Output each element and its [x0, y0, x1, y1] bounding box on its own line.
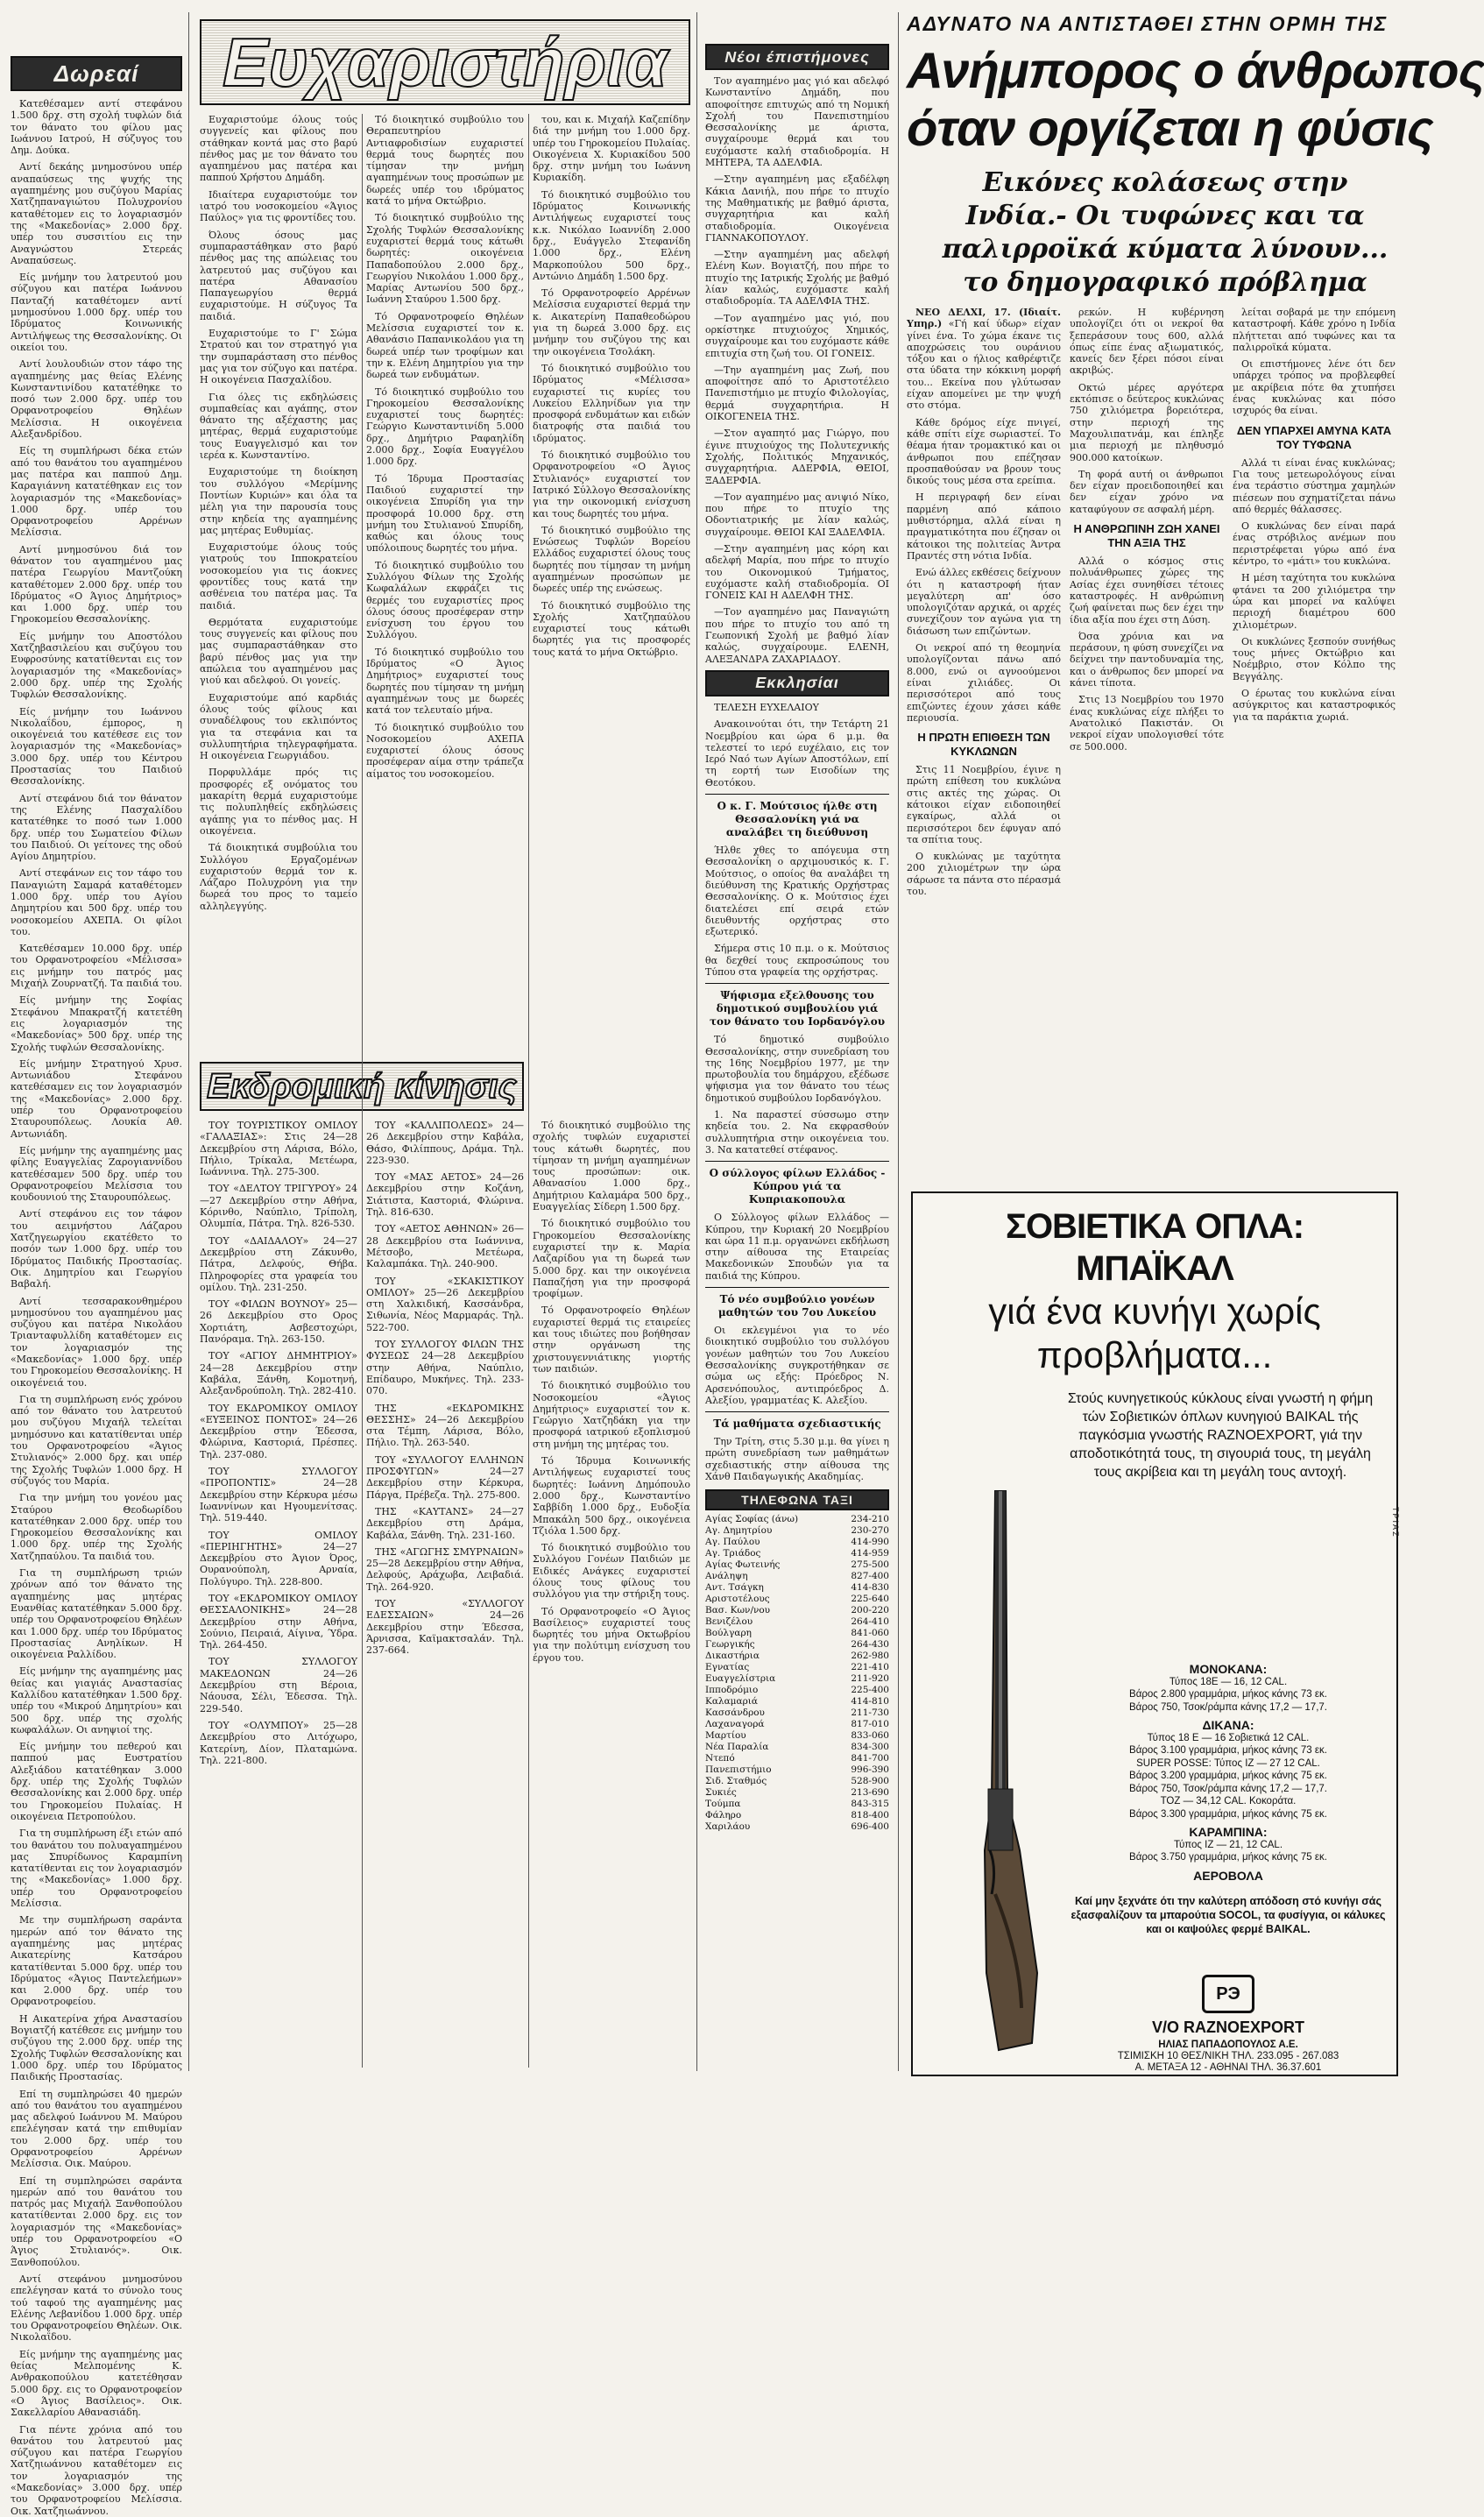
taxi-stand-phone: 211-920 [851, 1673, 889, 1685]
column-thanks-4 [533, 1120, 690, 2066]
taxi-stand-name: Λαχαναγορά [705, 1719, 765, 1730]
taxi-stand-name: Εγνατίας [705, 1662, 750, 1673]
taxi-stand-name: Βούλγαρη [705, 1628, 752, 1639]
taxi-row [705, 1753, 889, 1764]
taxi-row [705, 1821, 889, 1833]
taxi-stand-name: Αγ. Δημητρίου [705, 1525, 773, 1537]
taxi-stand-phone: 275-500 [851, 1559, 889, 1571]
taxi-stand-name: Κασσάνδρου [705, 1707, 765, 1719]
column-excursions-2 [366, 1120, 524, 2066]
feature-kicker: ΑΔΥΝΑΤΟ ΝΑ ΑΝΤΙΣΤΑΘΕΙ ΣΤΗΝ ΟΡΜΗ ΤΗΣ [907, 12, 1389, 35]
feature-text-2: ρεκών. Η κυβέρνηση υπολογίζει ότι οι νεκροί θα ξεπεράσουν τους 600, αλλά όπως είπε ένας αξιωματικός, κανείς δεν ξέρει πόσοι είναι ακριβώς. Οκτώ μέρες αργότερα εκτόπισε ο δεύτερος κυκλώνας 750 χιλιόμετρα βορειότερα, στην περιοχή της Μαχουλιπατνάμ, και έπληξε μια περιοχή με πληθυσμό 900.000 κατοίκων. Τη φορά αυτή οι άνθρωποι δεν είχαν προειδοποιηθεί και δεν είχαν χρόνο να καταφύγουν σε ασφαλή μέρη. [1070, 307, 1224, 515]
ad-body: Στούς κυνηγετικούς κύκλους είναι γνωστή η φήμη τών Σοβιετικών όπλων κυνηγιού BAIKAL τής παγκόσμια γνωστής RAZNOEXPORT, γιά την αποδοτικότητά τους, τη σιγουριά τους, τη μεγάλη τους ακρίβεια και τη μεγάλη τους αντοχή. [1067, 1391, 1374, 1480]
taxi-row [705, 1559, 889, 1571]
excursions-header: Εκδρομική κίνησις [200, 1062, 524, 1111]
church-subhead-5: Ο σύλλογος φίλων Ελλάδος - Κύπρου γιά τα Κυπριακοπουλα [709, 1167, 886, 1206]
taxi-row [705, 1605, 889, 1616]
ad-dealer-thessaloniki: ΤΣΙΜΙΣΚΗ 10 ΘΕΣ/ΝΙΚΗ ΤΗΛ. 233.095 - 267.083 [1117, 2051, 1339, 2061]
taxi-stand-phone: 213-690 [851, 1787, 889, 1799]
column-thanks-3 [533, 114, 690, 1060]
taxi-stand-phone: 414-810 [851, 1696, 889, 1707]
ad-dealer [1071, 2040, 1386, 2074]
excursions-text-1: ΤΟΥ ΤΟΥΡΙΣΤΙΚΟΥ ΟΜΙΛΟΥ «ΓΑΛΑΞΙΑΣ»: Στις 24—28 Δεκεμβρίου στη Λάρισα, Βόλο, Πήλιο, Τρίκαλα, Μετέωρα, Ιωάννινα. Τηλ. 275-300. ΤΟΥ «ΔΕΛΤΟΥ ΤΡΙΓΥΡΟΥ» 24—27 Δεκεμβρίου στην Αθήνα, Κόρινθο, Ναύπλιο, Τρίπολη, Ολυμπία, Πάτρα. Τηλ. 826-530. ΤΟΥ «ΔΑΙΔΑΛΟΥ» 24—27 Δεκεμβρίου στη Ζάκυνθο, Πάτρα, Δελφούς, Θήβα. Πληροφορίες στα γραφεία του ομίλου. Τηλ. 231-250. ΤΟΥ «ΦΙΛΩΝ ΒΟΥΝΟΥ» 25—26 Δεκεμβρίου στο Ορος Χορτιάτη, Ασβεστοχώρι, Πανόραμα. Τηλ. 263-150. ΤΟΥ «ΑΓΙΟΥ ΔΗΜΗΤΡΙΟΥ» 24—28 Δεκεμβρίου στην Καβάλα, Ξάνθη, Κομοτηνή, Αλεξανδρούπολη. Τηλ. 282-410. ΤΟΥ ΕΚΔΡΟΜΙΚΟΥ ΟΜΙΛΟΥ «ΕΥΞΕΙΝΟΣ ΠΟΝΤΟΣ» 24—26 Δεκεμβρίου στην Έδεσσα, Φλώρινα, Καστοριά, Πρέσπες. Τηλ. 237-080. ΤΟΥ ΣΥΛΛΟΓΟΥ «ΠΡΟΠΟΝΤΙΣ» 24—28 Δεκεμβρίου στην Κέρκυρα μέσω Ιωαννίνων και Ηγουμενίτσας. Τηλ. 519-440. ΤΟΥ ΟΜΙΛΟΥ «ΠΕΡΙΗΓΗΤΗΣ» 24—27 Δεκεμβρίου στο Άγιον Όρος, Ουρανούπολη, Αρναία, Πολύγυρο. Τηλ. 228-800. ΤΟΥ «ΕΚΔΡΟΜΙΚΟΥ ΟΜΙΛΟΥ ΘΕΣΣΑΛΟΝΙΚΗΣ» 24—28 Δεκεμβρίου στην Αθήνα, Σούνιο, Πειραιά, Αίγινα, Ύδρα. Τηλ. 264-450. ΤΟΥ ΣΥΛΛΟΓΟΥ ΜΑΚΕΔΟΝΩΝ 24—26 Δεκεμβρίου στη Βέροια, Νάουσα, Σέλι, Έδεσσα. Τηλ. 229-540. ΤΟΥ «ΟΛΥΜΠΟΥ» 25—28 Δεκεμβρίου στο Λιτόχωρο, Κατερίνη, Δίον, Πλαταμώνα. Τηλ. 221-800. [200, 1120, 357, 1766]
ad-title: ΣΟΒΙΕΤΙΚΑ ΟΠΛΑ: ΜΠΑΪΚΑΛ [1005, 1207, 1304, 1288]
taxi-stand-phone: 262-980 [851, 1651, 889, 1662]
taxi-stand-phone: 221-410 [851, 1662, 889, 1673]
taxi-stand-name: Αριστοτέλους [705, 1594, 770, 1605]
raznoexport-logo: РЭ [1202, 1975, 1254, 2013]
taxi-stand-name: Πανεπιστήμιο [705, 1764, 772, 1776]
taxi-stand-phone: 833-060 [851, 1730, 889, 1742]
taxi-stand-name: Ντεπό [705, 1753, 735, 1764]
taxi-stand-phone: 843-315 [851, 1799, 889, 1810]
feature-dateline: ΝΕΟ ΔΕΛΧΙ, 17. (Ιδιαίτ. Υπηρ.) [907, 307, 1061, 330]
taxi-stand-name: Καλαμαριά [705, 1696, 758, 1707]
taxi-stand-name: Τούμπα [705, 1799, 741, 1810]
church-text-2: Τό δημοτικό συμβούλιο Θεσσαλονίκης, στην συνεδρίαση του της 16ης Νοεμβρίου 1977, με την πρωτοβουλία του δημάρχου, εξέδωσε ψήφισμα για τον θάνατο του τέως δημοτικού συμβούλου Ιορδανόγλου. 1. Να παραστεί σύσσωμο στην κηδεία του. 2. Να εκφρασθούν συλλυπητήρια στην οικογένεια του. 3. Να κατατεθεί στέφανος. [705, 1034, 889, 1156]
ad-cat-2-text: Τύπος 18 Ε — 16 Σοβιετικά 12 CAL. [1147, 1732, 1310, 1743]
young-scientists-text: Τον αγαπημένο μας γιό και αδελφό Κωνσταντίνο Δημάδη, που αποφοίτησε επιτυχώς από τη Νομική Σχολή του Πανεπιστημίου Θεσσαλονίκης με άριστα, συγχαίρουμε θερμά και του ευχόμαστε καλή σταδιοδρομία. Η ΜΗΤΕΡΑ, ΤΑ ΑΔΕΛΦΙΑ. —Στην αγαπημένη μας εξαδέλφη Κάκια Δανιήλ, που πήρε το πτυχίο της Μαθηματικής με βαθμό άριστα, συγχαρητήρια και καλή σταδιοδρομία. Οικογένεια ΓΙΑΝΝΑΚΟΠΟΥΛΟΥ. —Στην αγαπημένη μας αδελφή Ελένη Κων. Βογιατζή, που πήρε το πτυχίο της Ιατρικής Σχολής με βαθμό λίαν καλώς, ευχόμαστε καλή σταδιοδρομία. ΤΑ ΑΔΕΛΦΙΑ ΤΗΣ. —Τον αγαπημένο μας γιό, που ορκίστηκε πτυχιούχος Χημικός, συγχαίρουμε και του ευχόμαστε κάθε επιτυχία στη ζωή του. ΟΙ ΓΟΝΕΙΣ. —Την αγαπημένη μας Ζωή, που αποφοίτησε από το Αριστοτέλειο Πανεπιστήμιο με πτυχίο Φιλολογίας, θερμά συγχαρητήρια. Η ΟΙΚΟΓΕΝΕΙΑ ΤΗΣ. —Στον αγαπητό μας Γιώργο, που έγινε πτυχιούχος της Πολυτεχνικής Σχολής, Πολιτικός Μηχανικός, συγχαρητήρια. ΑΔΕΡΦΙΑ, ΘΕΙΟΙ, ΞΑΔΕΡΦΙΑ. —Τον αγαπημένο μας ανιψιό Νίκο, που πήρε το πτυχίο της Οδοντιατρικής με λίαν καλώς, συγχαίρουμε. ΘΕΙΟΙ ΚΑΙ ΞΑΔΕΛΦΙΑ. —Στην αγαπημένη μας κόρη και αδελφή Μαρία, που πήρε το πτυχίο του Οικονομικού Τμήματος, ευχόμαστε καλή σταδιοδρομία. ΟΙ ΓΟΝΕΙΣ ΚΑΙ Η ΑΔΕΛΦΗ ΤΗΣ. —Τον αγαπημένο μας Παναγιώτη που πήρε το πτυχίο του από τη Γεωπονική Σχολή με βαθμό λίαν καλώς, συγχαίρουμε. ΕΛΕΝΗ, ΑΛΕΞΑΝΔΡΑ ΖΑΧΑΡΙΑΔΟΥ. [705, 75, 890, 665]
taxi-stand-name: Αγ. Τριάδος [705, 1548, 761, 1559]
thanks-text-2: Τό διοικητικό συμβούλιο του Θεραπευτηρίου Αντιαφροδισίων ευχαριστεί θερμά τους δωρητές που τίμησαν την μνήμη αγαπημένων τους προσώπων με δωρεές υπέρ του ιδρύματος κατά το μήνα Οκτώβριο. Τό διοικητικό συμβούλιο της Σχολής Τυφλών Θεσσαλονίκης ευχαριστεί θερμά τους κάτωθι δωρητές: οικογένεια Παπαδοπούλου 2.000 δρχ., Γεωργίου Νικολάου 1.000 δρχ., Μαρίας Αντωνίου 500 δρχ., Ιωάννη Σταύρου 1.500 δρχ. Τό Ορφανοτροφείο Θηλέων Μελίσσια ευχαριστεί τον κ. Αθανάσιο Παπανικολάου για τη δωρεά υπέρ των τροφίμων και την κ. Ελένη Δημητρίου για την δωρεά των ενδυμάτων. Τό διοικητικό συμβούλιο του Γηροκομείου Θεσσαλονίκης ευχαριστεί τους δωρητές: Γεώργιο Κωνσταντινίδη 5.000 δρχ., Δημήτριο Ραφαηλίδη 2.000 δρχ., Σοφία Ευαγγέλου 1.000 δρχ. Τό Ίδρυμα Προστασίας Παιδιού ευχαριστεί την οικογένεια Σπυρίδη για την προσφορά 10.000 δρχ. στη μνήμη του Στυλιανού Σπυρίδη, καθώς και όλους τους υπόλοιπους δωρητές του μήνα. Τό διοικητικό συμβούλιο του Συλλόγου Φίλων της Σχολής Κωφαλάλων εκφράζει τις θερμές του ευχαριστίες προς όλους όσους προσέφεραν στην ενίσχυση του έργου του Συλλόγου. Τό διοικητικό συμβούλιο του Ιδρύματος «Ο Άγιος Δημήτριος» ευχαριστεί τους δωρητές που τίμησαν τη μνήμη αγαπημένων τους με δωρεές κατά τον τελευταίο μήνα. Τό διοικητικό συμβούλιο του Νοσοκομείου ΑΧΕΠΑ ευχαριστεί όλους όσους προσέφεραν αίμα στην τράπεζα αίματος του νοσοκομείου. [366, 114, 524, 780]
church-subhead-3: Τό νέο συμβούλιο γονέων μαθητών του 7ου Λυκείου [717, 1293, 877, 1319]
taxi-stand-name: Ευαγγελίστρια [705, 1673, 776, 1685]
feature-column-2 [1070, 307, 1224, 1183]
taxi-stand-name: Μαρτίου [705, 1730, 746, 1742]
taxi-row [705, 1776, 889, 1787]
taxi-stand-phone: 414-830 [851, 1582, 889, 1594]
taxi-row [705, 1787, 889, 1799]
taxi-stand-name: Αγ. Παύλου [705, 1537, 760, 1548]
taxi-stand-phone: 264-410 [851, 1616, 889, 1628]
church-text-3: Οι εκλεγμένοι για το νέο διοικητικό συμβούλιο του συλλόγου γονέων μαθητών του 7ου Λυκείου Θεσσαλονίκης συγκροτήθηκαν σε σώμα ως εξής: Πρόεδρος Ν. Αρσενόπουλος, αντιπρόεδρος Δ. Αλεξίου, γραμματέας Κ. Αλεξίου. [705, 1325, 889, 1406]
taxi-stand-name: Συκιές [705, 1787, 737, 1799]
church-text-1: Ήλθε χθες το απόγευμα στη Θεσσαλονίκη ο αρχιμουσικός κ. Γ. Μούτσιος, ο οποίος θα αναλάβει τη διεύθυνση της Κρατικής Ορχήστρας Θεσσαλονίκης. Ο κ. Μούτσιος έχει διατελέσει επί σειρά ετών διευθυντής ορχήστρας στο εξωτερικό. Σήμερα στις 10 π.μ. ο κ. Μούτσιος θα δεχθεί τους εκπροσώπους του Τύπου στα γραφεία της ορχήστρας. [705, 845, 889, 978]
taxi-row [705, 1616, 889, 1628]
excursions-text-2: ΤΟΥ «ΚΑΛΛΙΠΟΛΕΩΣ» 24—26 Δεκεμβρίου στην Καβάλα, Θάσο, Φιλίππους, Δράμα. Τηλ. 223-930. ΤΟΥ «ΜΑΣ ΑΕΤΟΣ» 24—26 Δεκεμβρίου στην Κοζάνη, Σιάτιστα, Καστοριά, Φλώρινα. Τηλ. 816-630. ΤΟΥ «ΑΕΤΟΣ ΑΘΗΝΩΝ» 26—28 Δεκεμβρίου στα Ιωάννινα, Μέτσοβο, Μετέωρα, Καλαμπάκα. Τηλ. 240-900. ΤΟΥ «ΣΚΑΚΙΣΤΙΚΟΥ ΟΜΙΛΟΥ» 25—26 Δεκεμβρίου στη Χαλκιδική, Κασσάνδρα, Σιθωνία, Νέος Μαρμαράς. Τηλ. 522-700. ΤΟΥ ΣΥΛΛΟΓΟΥ ΦΙΛΩΝ ΤΗΣ ΦΥΣΕΩΣ 24—28 Δεκεμβρίου στην Αθήνα, Ναύπλιο, Επίδαυρο, Μυκήνες. Τηλ. 233-070. ΤΗΣ «ΕΚΔΡΟΜΙΚΗΣ ΘΕΣΣΗΣ» 24—26 Δεκεμβρίου στα Τέμπη, Λάρισα, Βόλο, Πήλιο. Τηλ. 263-540. ΤΟΥ «ΣΥΛΛΟΓΟΥ ΕΛΛΗΝΩΝ ΠΡΟΣΦΥΓΩΝ» 24—27 Δεκεμβρίου στην Κέρκυρα, Πάργα, Πρέβεζα. Τηλ. 275-800. ΤΗΣ «ΚΑΥΤΑΝΣ» 24—27 Δεκεμβρίου στη Δράμα, Καβάλα, Ξάνθη. Τηλ. 231-160. ΤΗΣ «ΑΓΩΓΗΣ ΣΜΥΡΝΑΙΩΝ» 25—28 Δεκεμβρίου στην Αθήνα, Δελφούς, Αράχωβα, Λειβαδιά. Τηλ. 264-920. ΤΟΥ «ΣΥΛΛΟΓΟΥ ΕΔΕΣΣΑΙΩΝ» 24—26 Δεκεμβρίου στην Έδεσσα, Άρνισσα, Καϊμακτσαλάν. Τηλ. 237-664. [366, 1120, 524, 1657]
taxi-row [705, 1571, 889, 1582]
young-scientists-header: Νέοι έπιστήμονες [705, 44, 889, 70]
taxi-row [705, 1537, 889, 1548]
taxi-stand-phone: 414-990 [851, 1537, 889, 1548]
taxi-header: ΤΗΛΕΦΩΝΑ ΤΑΞΙ [705, 1489, 889, 1510]
churches-header: Εκκλησίαι [705, 670, 889, 696]
church-subhead-2: Ψήφισμα εξελθουσης του δημοτικού συμβουλίου γιά τον θάνατο του Ιορδανόγλου [709, 989, 886, 1029]
thanks-header: Ευχαριστήρια [200, 19, 690, 105]
ad-subtitle: γιά ένα κυνήγι χωρίς προβλήματα... [988, 1290, 1321, 1375]
taxi-stand-phone: 818-400 [851, 1810, 889, 1821]
donations-header: Δωρεαί [11, 56, 182, 91]
taxi-row [705, 1742, 889, 1753]
church-subhead-1: Ο κ. Γ. Μούτσιος ήλθε στη Θεσσαλονίκη γιά να αναλάβει τη διεύθυνση [717, 800, 878, 839]
feature-subhead-1: ΔΕΝ ΥΠΑΡΧΕΙ ΑΜΥΝΑ ΚΑΤΑ ΤΟΥ ΤΥΦΩΝΑ [1236, 423, 1392, 451]
taxi-phone-list [705, 1514, 889, 1833]
ad-cat-1: ΜΟΝΟΚΑΝΑ: [1189, 1662, 1268, 1676]
thanks-text-3: του, και κ. Μιχαήλ Καζεπίδην διά την μνήμη του 1.000 δρχ. υπέρ του Γηροκομείου Πυλαίας. Οικογένεια Χ. Κυριακίδου 500 δρχ. στην μνήμη του Ιωάννη Κυριακίδη. Τό διοικητικό συμβούλιο του Ιδρύματος Κοινωνικής Αντιλήψεως ευχαριστεί τους κ.κ. Νικόλαο Ιωαννίδη 2.000 δρχ., Ευάγγελο Στεφανίδη 1.000 δρχ., Ελένη Μαρκοπούλου 500 δρχ., Αντώνιο Δημάδη 1.500 δρχ. Τό Ορφανοτροφείο Αρρένων Μελίσσια ευχαριστεί θερμά την κ. Αικατερίνη Παπαθεοδώρου για τη δωρεά 3.000 δρχ. εις μνήμην του συζύγου της και την οικογένεια Τσολάκη. Τό διοικητικό συμβούλιο του Ιδρύματος «Μέλισσα» ευχαριστεί τις κυρίες του Λυκείου Ελληνίδων για την προσφορά ενδυμάτων και ειδών διατροφής στα παιδιά του ιδρύματος. Τό διοικητικό συμβούλιο του Ορφανοτροφείου «Ο Άγιος Στυλιανός» ευχαριστεί τον Ιατρικό Σύλλογο Θεσσαλονίκης για την οικονομική ενίσχυση και τους δωρητές του μήνα. Τό διοικητικό συμβούλιο της Ενώσεως Τυφλών Βορείου Ελλάδος ευχαριστεί όλους τους δωρητές που τίμησαν τη μνήμη αγαπημένων προσώπων με δωρεές υπέρ της ενώσεως. Τό διοικητικό συμβούλιο της Σχολής Χατζηπαύλου ευχαριστεί τους κάτωθι δωρητές για τις προσφορές τους κατά το μήνα Οκτώβριο. [533, 114, 690, 658]
taxi-stand-phone: 841-060 [851, 1628, 889, 1639]
taxi-stand-name: Ιπποδρόμιο [705, 1685, 759, 1696]
feature-subhead-2: Η ΑΝΘΡΩΠΙΝΗ ΖΩΗ ΧΑΝΕΙ ΤΗΝ ΑΞΙΑ ΤΗΣ [1073, 522, 1220, 550]
taxi-row [705, 1651, 889, 1662]
ad-cat-1-text: Τύπος 18Ε — 16, 12 CAL. [1169, 1676, 1288, 1687]
donations-text: Κατεθέσαμεν αντί στεφάνου 1.500 δρχ. στη σχολή τυφλών διά τον θάνατο του φίλου μας Ιωάννου Ιατρού, Η σύζυγος του Δημ. Δούκα. Αντί δεκάης μνημοσύνου υπέρ αναπαύσεως της ψυχής της αγαπημένης μου συζύγου Μαρίας Χατζηπαναγιώτου Πολυχρονίου καταθέτομεν εις το λογαριασμόν της «Μακεδονίας» 2.000 δρχ. υπέρ του συσσιτίου εις την Αναγνώστου Στερεάς Αναπαύσεως. Είς μνήμην του λατρευτού μου σύζυγου και πατέρα Ιωάννου Πανταζή καταθέτομεν αντί μνημοσύνου 1.000 δρχ. υπέρ του Ιδρύματος Κοινωνικής Αντιλήψεως της Θεσσαλονίκης. Οι οικείοι του. Αντί λουλουδιών στον τάφο της αγαπημένης μας θείας Ελένης Κωνσταντινίδου κατατέθηκε το ποσό των 2.000 δρχ. υπέρ του Ορφανοτροφείου Θηλέων Μελίσσια. Η οικογένεια Αλεξανδρίδου. Είς τη συμπλήρωσι δέκα ετών από του θανάτου του αγαπημένου μας πατέρα και παππού Δημ. Καραγιάννη κατατέθηκαν εις τον λογαριασμόν της «Μακεδονίας» 1.000 δρχ. υπέρ του Ορφανοτροφείου Αρρένων Μελίσσια. Αντί μνημοσύνου διά τον θάνατον του αγαπημένου μας πατέρα Γεωργίου Μαντζούκη καταθέτομεν 2.000 δρχ. υπέρ του Ιδρύματος «Ο Άγιος Δημήτριος» και 1.000 δρχ. υπέρ του Γηροκομείου Θεσσαλονίκης. Είς μνήμην του Αποστόλου Χατζηβασιλείου και συζύγου του Ευφροσύνης κατατίθενται εις τον λογαριασμόν της «Μακεδονίας» 2.000 δρχ. υπέρ της Σχολής Τυφλών Θεσσαλονίκης. Είς μνήμην του Ιωάννου Νικολαΐδου, έμπορος, η οικογένειά του κατέθεσε εις τον λογαριασμόν της «Μακεδονίας» 3.000 δρχ. υπέρ του Κέντρου Προστασίας του Παιδιού Θεσσαλονίκης. Αντί στεφάνου διά τον θάνατον της Ελένης Πασχαλίδου κατατέθηκε το ποσό των 1.000 δρχ. υπέρ του Σωματείου Φίλων του Παιδιού. Οι γείτονες της οδού Αγίου Δημητρίου. Αντί στεφάνων εις τον τάφο του Παναγιώτη Σαμαρά καταθέτομεν 1.000 δρχ. υπέρ του Αγίου Δημητρίου και 500 δρχ. υπέρ του νοσοκομείου ΑΧΕΠΑ. Οι φίλοι του. Κατεθέσαμεν 10.000 δρχ. υπέρ του Ορφανοτροφείου «Μέλισσα» εις μνήμην του πατρός μας Μιχαήλ Ζουρνατζή. Τα παιδιά του. Είς μνήμην της Σοφίας Στεφάνου Μπακρατζή κατετέθη εις λογαριασμόν της «Μακεδονίας» 500 δρχ. υπέρ της Σχολής τυφλών Θεσσαλονίκης. Είς μνήμην Στρατηγού Χρυσ. Αντωνιάδου Στεφάνου κατεθέσαμεν εις τον λογαριασμόν της «Μακεδονίας» 2.000 δρχ. υπέρ του Ορφανοτροφείου Σταυρουπόλεως. Λουκία Αθ. Αντωνιάδη. Είς μνήμην της αγαπημένης μας φίλης Ευαγγελίας Ζαρογιαννίδου κατεθέσαμεν 500 δρχ. υπέρ του Ορφανοτροφείου Μελίσσια του κουδουνιού της Σταυρουπόλεως. Αντί στεφάνου εις τον τάφον του αειμνήστου Λάζαρου Χατζηγεωργίου εκατέθετο το ποσόν των 1.000 δρχ. υπέρ του Ιδρύματος Παιδικής Προστασίας. Οικ. Δημητρίου και Γεωργίου Βαβαλή. Αντί τεσσαρακονθημέρου μνημοσύνου του αγαπημένου μας συζύγου και πατέρα Νικολάου Τριανταφυλλίδη καταθέτομεν εις τον λογαριασμόν της «Μακεδονίας» 1.000 δρχ. υπέρ του Γηροκομείου Θεσσαλονίκης. Η οικογένειά του. Για τη συμπλήρωση ενός χρόνου από τον θάνατο του λατρευτού μου συζύγου Μιχαήλ τελείται μνημόσυνο και κατατίθενται υπέρ του Ορφανοτροφείου «Άγιος Στυλιανός» 2.000 δρχ. και υπέρ της Σχολής Τυφλών 1.000 δρχ. Η σύζυγός του Μαρία. Για την μνήμη του γονέου μας Σταύρου Θεοδωρίδου κατατέθηκαν 2.000 δρχ. υπέρ του Γηροκομείου Θεσσαλονίκης και 1.000 δρχ. υπέρ της Σχολής Χατζηπαύλου. Τα παιδιά του. Για τη συμπλήρωση τριών χρόνων από τον θάνατο της αγαπημένης μας μητέρας Ευανθίας κατατέθηκαν 5.000 δρχ. υπέρ του Ορφανοτροφείου Θηλέων και 1.000 δρχ. υπέρ του Ιδρύματος Προστασίας Ανηλίκων. Η οικογένεια Ραλλίδου. Είς μνήμην της αγαπημένης μας θείας και γιαγιάς Αναστασίας Καλλίδου κατατέθηκαν 1.500 δρχ. υπέρ του «Μικρού Δημητρίου» και 500 δρχ. υπέρ της σχολής κωφαλάλων. Οι ανηψιοί της. Είς μνήμην του πεθερού και παππού μας Ευστρατίου Αλεξιάδου κατατέθηκαν 3.000 δρχ. υπέρ της Σχολής Τυφλών Θεσσαλονίκης και 2.000 δρχ. υπέρ του Γηροκομείου Πυλαίας. Η οικογένεια Πετροπούλου. Για τη συμπλήρωση έξι ετών από του θανάτου του πολυαγαπημένου μας Σπυρίδωνος Καραμπίνη κατατίθενται εις τον λογαριασμόν της «Μακεδονίας» 1.000 δρχ. υπέρ του Ορφανοτροφείου Μελίσσια. Με την συμπλήρωση σαράντα ημερών από τον θάνατο της αγαπημένης μας μητέρας Αικατερίνης Κατσάρου κατατίθενται 5.000 δρχ. υπέρ του Ιδρύματος «Άγιος Παντελεήμων» και 2.000 δρχ. υπέρ του Ορφανοτροφείου. Η Αικατερίνα χήρα Αναστασίου Βογιατζή κατέθεσε εις μνήμην του συζύγου της 2.000 δρχ. υπέρ της Σχολής Τυφλών Θεσσαλονίκης και 1.000 δρχ. υπέρ του Ιδρύματος Παιδικής Προστασίας. Επί τη συμπληρώσει 40 ημερών από του θανάτου του αγαπημένου μας αδελφού Ιωάννου Μ. Μαύρου επελέγησαν κατά την επιθυμίαν του 2.000 δρχ. υπέρ του Ορφανοτροφείου Αρρένων Μελίσσια. Οικ. Μαύρου. Επί τη συμπληρώσει σαράντα ημερών από του θανάτου του πατρός μας Μιχαήλ Ξανθοπούλου κατατίθενται 2.000 δρχ. εις τον λογαριασμόν της «Μακεδονίας» υπέρ του Ορφανοτροφείου «Ο Άγιος Στυλιανός». Οικ. Ξανθοπούλου. Αντί στεφάνου μνημοσύνου επελέγησαν κατά το σύνολο τους τού ταφού της αγαπημένης μας Ελένης Λεβανίδου 1.000 δρχ. υπέρ του Ορφανοτροφείου Θηλέων. Οικ. Νικολαΐδου. Είς μνήμην της αγαπημένης μας θείας Μελπομένης Κ. Ανθρακοπούλου κατετέθησαν 5.000 δρχ. εις το Ορφανοτροφείον «Ο Άγιος Βασίλειος». Οικ. Σακελλαρίου Αθανασιάδη. Για πέντε χρόνια από του θανάτου του λατρευτού μας σύζυγου και πατέρα Γεωργίου Χατζηιωάννου καταθέτομεν εις τον λογαριασμόν της «Μακεδονίας» 3.000 δρχ. υπέρ του Ορφανοτροφείου Μελίσσια. Οικ. Χατζηιωάννου. [11, 98, 182, 2517]
taxi-row [705, 1764, 889, 1776]
taxi-row [705, 1719, 889, 1730]
column-excursions-1 [200, 1120, 357, 2066]
taxi-stand-name: Γεωργικής [705, 1639, 755, 1651]
column-thanks-1 [200, 114, 357, 1060]
column-news [705, 12, 889, 2071]
taxi-stand-name: Ανάληψη [705, 1571, 748, 1582]
taxi-stand-phone: 230-270 [851, 1525, 889, 1537]
thanks-text-1: Ευχαριστούμε όλους τούς συγγενείς και φίλους που στάθηκαν κοντά μας στο βαρύ πένθος μας με τον θάνατο του αγαπημένου μας πατέρα και παππού Χρήστου Δημάδη. Ιδιαίτερα ευχαριστούμε τον ιατρό του νοσοκομείου «Άγιος Παύλος» για τις φροντίδες του. Όλους όσους μας συμπαραστάθηκαν στο βαρύ πένθος μας της απώλειας του λατρευτού μας συζύγου και πατέρα Αθανασίου Παπαγεωργίου θερμά ευχαριστούμε. Η σύζυγος Τα παιδιά. Ευχαριστούμε το Γ' Σώμα Στρατού και τον στρατηγό για την συμπαράσταση στο πένθος μας για τον σύζυγο και πατέρα. Η οικογένεια Πασχαλίδου. Για όλες τις εκδηλώσεις συμπαθείας και αγάπης, στον θάνατο της αξέχαστης μας μητέρας, θερμά ευχαριστούμε τους Ευαγγελισμό και τον ιερέα κ. Κωνσταντίνο. Ευχαριστούμε τη διοίκηση του συλλόγου «Μερίμνης Ποντίων Κυριών» και όλα τα μέλη για την παρουσία τους στην κηδεία της αγαπημένης μας μητέρας Ευθυμίας. Ευχαριστούμε όλους τούς γιατρούς του Ιπποκρατείου νοσοκομείου για τις άοκνες φροντίδες τους κατά την ασθένεια του πατέρα μας. Τα παιδιά. Θερμότατα ευχαριστούμε τους συγγενείς και φίλους που μας συμπαραστάθηκαν στο βαρύ πένθος μας για την απώλεια του αγαπημένου μας γιού και αδελφού. Οι γονείς. Ευχαριστούμε από καρδιάς όλους τούς φίλους και συναδέλφους του εκλιπόντος για τα στεφάνια και τα συλλυπητήρια τηλεγραφήματα. Η οικογένεια Γεωργιάδου. Πορφυλλάμε πρός τις προσφορές εξ ονόματος του μακαρίτη θερμά ευχαριστούμε τις πολυπληθείς εκδηλώσεις αγάπης για το πένθος μας. Η οικογένεια. Τά διοικητικά συμβούλια του Συλλόγου Εργαζομένων ευχαριστούν θερμά τον κ. Λάζαρο Πολυχρόνη για την δωρεά του προς το ταμείο αλληλεγγύης. [200, 114, 357, 912]
taxi-stand-phone: 528-900 [851, 1776, 889, 1787]
taxi-stand-name: Βασ. Κων/νου [705, 1605, 771, 1616]
ad-dealer-name: ΗΛΙΑΣ ΠΑΠΑΔΟΠΟΥΛΟΣ Α.Ε. [1158, 2040, 1298, 2050]
churches-text: ΤΕΛΕΣΗ ΕΥΧΕΛΑΙΟΥ Ανακοινούται ότι, την Τετάρτη 21 Νοεμβρίου και ώρα 6 μ.μ. θα τελεστεί το ιερό ευχέλαιο, εις τον Ιερό Ναό των Αγίων Αποστόλων, επί τη εορτή των Εισοδίων της Θεοτόκου. [705, 701, 889, 788]
ad-brand: V/O RAZNOEXPORT [1151, 2019, 1304, 2036]
taxi-stand-name: Βενιζέλου [705, 1616, 753, 1628]
taxi-row [705, 1730, 889, 1742]
taxi-stand-phone: 225-640 [851, 1594, 889, 1605]
feature-subhead-3: Η ΠΡΩΤΗ ΕΠΙΘΕΣΗ ΤΩΝ ΚΥΚΛΩΝΩΝ [917, 731, 1050, 759]
feature-text-2b: Αλλά ο κόσμος στις πολυάνθρωπες χώρες της Ασίας έχει συνηθίσει τέτοιες καταστροφές. Η ανθρώπινη ζωή φαίνεται πως δεν έχει την ίδια αξία που έχει στη Δύση. Όσα χρόνια και να περάσουν, η φύση συνεχίζει να δείχνει την παντοδυναμία της, και ο άνθρωπος δεν μπορεί να κάνει τίποτα. Στις 13 Νοεμβρίου του 1970 ένας κυκλώνας είχε πλήξει το Ανατολικό Πακιστάν. Οι νεκροί είχαν υπολογισθεί τότε σε 500.000. [1070, 555, 1224, 753]
taxi-stand-phone: 414-959 [851, 1548, 889, 1559]
taxi-stand-name: Φάληρο [705, 1810, 742, 1821]
taxi-stand-name: Σιδ. Σταθμός [705, 1776, 767, 1787]
taxi-stand-name: Αγίας Σοφίας (άνω) [705, 1514, 799, 1525]
feature-text-3: λείται σοβαρά με την επόμενη καταστροφή. Κάθε χρόνο η Ινδία πλήττεται από τυφώνες και τα παλιρροϊκά κύματα. Οι επιστήμονες λένε ότι δεν υπάρχει τρόπος να προβλεφθεί με ακρίβεια πότε θα χτυπήσει ένας κυκλώνας και πόσο ισχυρός θα είναι. [1233, 307, 1396, 417]
church-text-5: Ο Σύλλογος φίλων Ελλάδος — Κύπρου, την Κυριακή 20 Νοεμβρίου και ώρα 11 π.μ. οργανώνει εκδήλωση στην αίθουσα της Εταιρείας Μακεδονικών Σπουδών για τα παιδιά της Κύπρου. [705, 1212, 889, 1282]
feature-text-1: ΝΕΟ ΔΕΛΧΙ, 17. (Ιδιαίτ. Υπηρ.) «Γή καί ύδωρ» είχαν γίνει ένα. Το χώμα έκανε τις αποχρώσεις του ουράνιου τόξου και ο ήλιος καθρέφτιζε στα ύδατα την κόκκινη μορφή του... Εκείνα που γλύτωσαν είχαν απομείνει με την ψυχή στο στόμα. Κάθε δρόμος είχε πνιγεί, κάθε σπίτι είχε σωριαστεί. Το θέαμα ήταν τρομακτικό και οι άνθρωποι που επέζησαν προσπαθούσαν να βρουν τους δικούς τους μέσα στα ερείπια. Η περιγραφή δεν είναι παρμένη από κάποιο μυθιστόρημα, αλλά είναι η πραγματικότητα που έζησαν οι κάτοικοι της πολιτείας Άντρα Πραντές στη νότια Ινδία. Ενώ άλλες εκθέσεις δείχνουν ότι η καταστροφή ήταν μεγαλύτερη απ' όσο υπολογιζόταν αρχικά, οι αρχές συνεχίζουν τον αγώνα για τη διάσωση των επιζώντων. Οι νεκροί από τη θεομηνία υπολογίζονται πάνω από 8.000, ενώ οι αγνοούμενοι είναι χιλιάδες. Οι περισσότεροι από τους επιζώντες έχουν χάσει κάθε περιουσία. [907, 307, 1061, 724]
taxi-stand-phone: 996-390 [851, 1764, 889, 1776]
ad-cat-2: ΔΙΚΑΝΑ: [1202, 1718, 1254, 1732]
taxi-row [705, 1628, 889, 1639]
feature-column-1 [907, 307, 1061, 1183]
feature-headline-line1: Ανήμπορος ο άνθρωπος [907, 42, 1484, 99]
feature-headline-line2: όταν οργίζεται η φύσις [907, 100, 1433, 157]
taxi-row [705, 1673, 889, 1685]
ad-footer: Καί μην ξεχνάτε ότι την καλύτερη απόδοση στό κυνήγι σάς εξασφαλίζουν τα μπαρούτια SOCOL, τα φυσίγγια, οι κάλυκες και οι καψούλες φερμέ BAIKAL. [1071, 1895, 1386, 1935]
taxi-row [705, 1696, 889, 1707]
taxi-row [705, 1639, 889, 1651]
taxi-row [705, 1685, 889, 1696]
taxi-row [705, 1525, 889, 1537]
column-divider [362, 114, 363, 2068]
ad-dealer-athens: Α. ΜΕΤΑΞΑ 12 - ΑΘΗΝΑΙ ΤΗΛ. 36.37.601 [1134, 2062, 1322, 2073]
taxi-stand-phone: 817-010 [851, 1719, 889, 1730]
taxi-stand-phone: 225-400 [851, 1685, 889, 1696]
side-credit: ΤΡΙΑΣ [1391, 1507, 1400, 1538]
taxi-row [705, 1594, 889, 1605]
taxi-stand-phone: 211-730 [851, 1707, 889, 1719]
taxi-stand-name: Νέα Παραλία [705, 1742, 769, 1753]
taxi-stand-name: Αντ. Τσάγκη [705, 1582, 764, 1594]
church-subhead-4: Τά μαθήματα σχεδιαστικής [713, 1418, 881, 1431]
taxi-stand-phone: 696-400 [851, 1821, 889, 1833]
taxi-stand-phone: 264-430 [851, 1639, 889, 1651]
taxi-row [705, 1707, 889, 1719]
taxi-row [705, 1514, 889, 1525]
church-text-4: Την Τρίτη, στις 5.30 μ.μ. θα γίνει η πρώτη συνεδρίαση των μαθημάτων σχεδιαστικής στην αίθουσα της Χάνθ Παιδαγωγικής Ακαδημίας. [705, 1436, 889, 1483]
taxi-row [705, 1662, 889, 1673]
taxi-stand-phone: 200-220 [851, 1605, 889, 1616]
column-thanks-2 [366, 114, 524, 1060]
taxi-stand-phone: 841-700 [851, 1753, 889, 1764]
feature-column-3 [1233, 307, 1396, 1183]
column-divider [898, 12, 899, 2071]
taxi-stand-phone: 234-210 [851, 1514, 889, 1525]
taxi-row [705, 1799, 889, 1810]
rifle-illustration [934, 1482, 1065, 2061]
feature-headline [907, 42, 1484, 158]
column-divider [188, 12, 189, 2071]
column-donations [11, 12, 182, 2517]
thanks-text-4: Τό διοικητικό συμβούλιο της σχολής τυφλών ευχαριστεί τους κάτωθι δωρητές, που τίμησαν τη μνήμη αγαπημένων τους προσώπων: οικ. Αθανασίου 1.000 δρχ., Δημήτριου Καλαμάρα 500 δρχ., Ευαγγελίας Σίδερη 1.500 δρχ. Τό διοικητικό συμβούλιο του Γηροκομείου Θεσσαλονίκης ευχαριστεί την κ. Μαρία Λαζαρίδου για τη δωρεά των 5.000 δρχ. και την οικογένεια Παπαζήση για την προσφορά τροφίμων. Τό Ορφανοτροφείο Θηλέων ευχαριστεί θερμά τις εταιρείες και τους ιδιώτες που βοήθησαν στην οργάνωση της χριστουγεννιάτικης γιορτής των παιδιών. Τό διοικητικό συμβούλιο του Νοσοκομείου «Άγιος Δημήτριος» ευχαριστεί τον κ. Γεώργιο Χατζηδάκη για την προσφορά ιατρικού εξοπλισμού στη μνήμη της μητέρας του. Τό Ίδρυμα Κοινωνικής Αντιλήψεως ευχαριστεί τους δωρητές: Ιωάννη Δημόπουλο 2.000 δρχ., Κωνσταντίνο Σαββίδη 1.000 δρχ., Ευδοξία Μπακάλη 500 δρχ., οικογένεια Τζιόλα 1.500 δρχ. Τό διοικητικό συμβούλιο του Συλλόγου Γονέων Παιδιών με Ειδικές Ανάγκες ευχαριστεί όλους τους φίλους του συλλόγου για την στήριξη τους. Τό Ορφανοτροφείο «Ο Άγιος Βασίλειος» ευχαριστεί τους δωρητές του μήνα Οκτωβρίου για την πολύτιμη ενίσχυση του έργου του. [533, 1120, 690, 1664]
taxi-stand-phone: 827-400 [851, 1571, 889, 1582]
taxi-stand-name: Χαριλάου [705, 1821, 751, 1833]
column-divider [528, 114, 529, 2068]
feature-text-3b: Αλλά τι είναι ένας κυκλώνας; Για τους μετεωρολόγους είναι ένα τεράστιο σύστημα χαμηλών πιέσεων που σχηματίζεται πάνω από θερμές θάλασσες. Ο κυκλώνας δεν είναι παρά ένας στρόβιλος ανέμων που περιστρέφεται γύρω από ένα κέντρο, το «μάτι» του κυκλώνα. Η μέση ταχύτητα του κυκλώνα φτάνει τα 200 χιλιόμετρα την ώρα και μπορεί να καλύψει περιοχή διαμέτρου 600 χιλιομέτρων. Οι κυκλώνες ξεσπούν συνήθως τους μήνες Οκτώβριο και Νοέμβριο, στον Κόλπο της Βεγγάλης. Ο έρωτας του κυκλώνα είναι ασύγκριτος και καταστροφικός για τα παράκτια χωριά. [1233, 456, 1396, 723]
feature-text-1b: Στις 11 Νοεμβρίου, έγινε η πρώτη επίθεση του κυκλώνα στις ακτές της χώρας. Οι κάτοικοι είχαν ειδοποιηθεί εγκαίρως, αλλά οι περισσότεροι δεν έφυγαν από τα σπίτια τους. Ο κυκλώνας με ταχύτητα 200 χιλιομέτρων την ώρα σάρωσε τα πάντα στο πέρασμά του. [907, 764, 1061, 898]
taxi-stand-name: Δικαστήρια [705, 1651, 760, 1662]
taxi-row [705, 1548, 889, 1559]
ad-product-list: ΜΟΝΟΚΑΝΑ: Τύπος 18Ε — 16, 12 CAL. Βάρος 2.800 γραμμάρια, μήκος κάνης 73 εκ. Βάρος 750, Τσοκ/ράμπα κάνης 17,2 — 17,7. ΔΙΚΑΝΑ: Τύπος 18 Ε — 16 Σοβιετικά 12 CAL. Βάρος 3.100 γραμμάρια, μήκος κάνης 73 εκ. SUPER POSSE: Τύπος IZ — 27 12 CAL. Βάρος 3.200 γραμμάρια, μήκος κάνης 75 εκ. Βάρος 750, Τσοκ/ράμπα κάνης 17,2 — 17,7. ΤΟΖ — 34,12 CAL. Κοκοράτα. Βάρος 3.300 γραμμάρια, μήκος κάνης 75 εκ. ΚΑΡΑΜΠΙΝΑ: Τύπος IZ — 21, 12 CAL. Βάρος 3.750 γραμμάρια, μήκος κάνης 75 εκ. ΑΕΡΟΒΟΛΑ [1071, 1658, 1386, 1882]
column-divider [696, 12, 697, 2071]
ad-cat-3: ΑΕΡΟΒΟΛΑ [1193, 1868, 1263, 1883]
taxi-row [705, 1810, 889, 1821]
taxi-stand-phone: 834-300 [851, 1742, 889, 1753]
feature-deck: Εικόνες κολάσεως στην Ινδία.- Οι τυφώνες και τα παλιρροϊκά κύματα λύνουν... το δημογραφικό πρόβλημα [942, 167, 1389, 298]
taxi-stand-name: Αγίας Φωτεινής [705, 1559, 781, 1571]
rifle-advertisement [911, 1191, 1398, 2076]
taxi-row [705, 1582, 889, 1594]
